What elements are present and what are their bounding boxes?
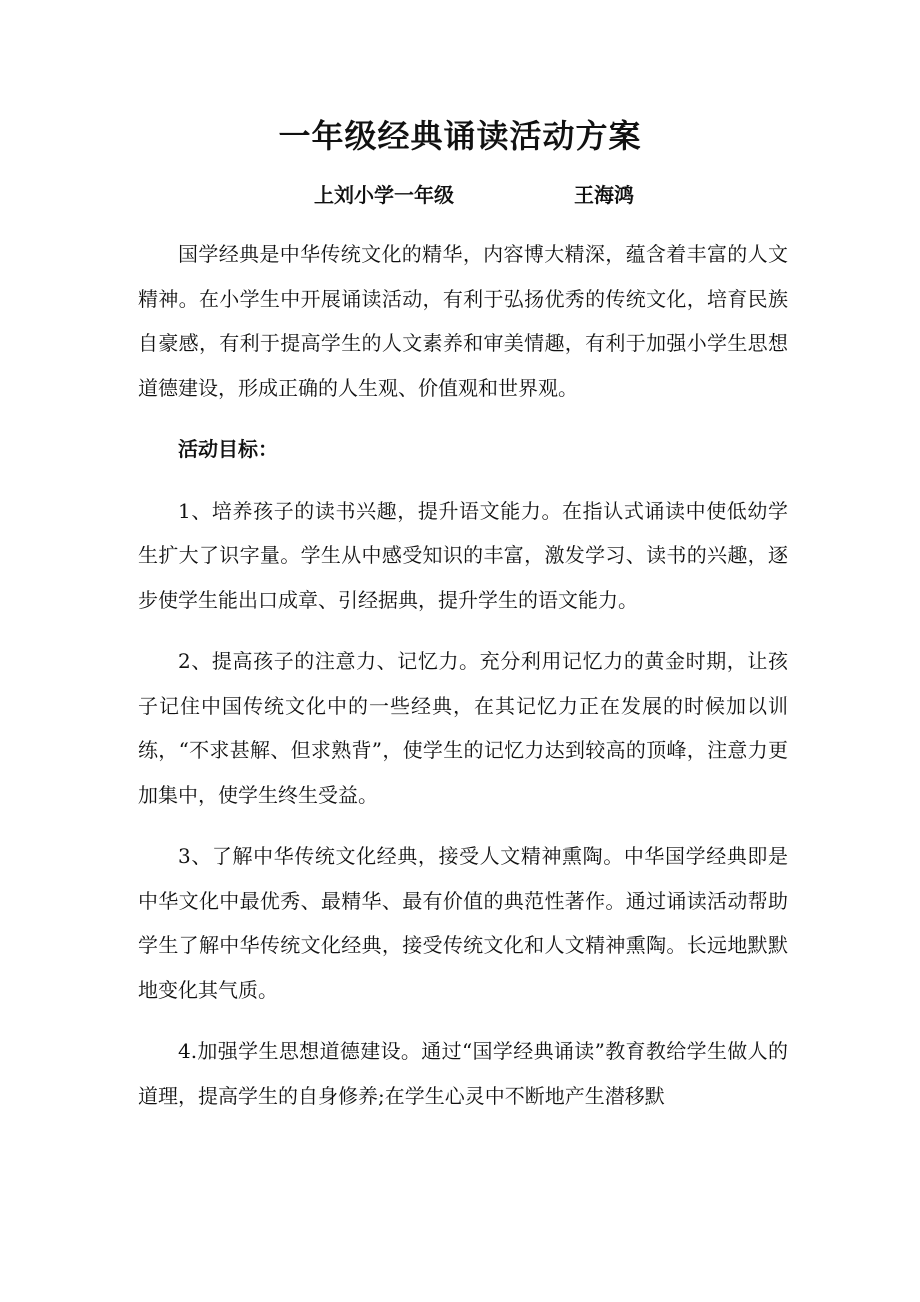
goal-item-1: 1、培养孩子的读书兴趣，提升语文能力。在指认式诵读中使低幼学生扩大了识字量。学生从中感受知识的丰富，激发学习、读书的兴趣，逐步使学生能出口成章、引经据典，提升学生的语文能力。 [138,498,788,612]
school-name: 上刘小学一年级 [314,183,454,207]
document-body [138,232,788,1135]
author-name: 王海鸿 [574,183,634,207]
goals-heading: 活动目标： [178,437,278,461]
goal-item-4: 4.加强学生思想道德建设。通过“国学经典诵读”教育教给学生做人的道理，提高学生的自身修养;在学生心灵中不断地产生潜移默 [138,1039,788,1108]
goal-item-3: 3、了解中华传统文化经典，接受人文精神熏陶。中华国学经典即是中华文化中最优秀、最精华、最有价值的典范性著作。通过诵读活动帮助学生了解中华传统文化经典，接受传统文化和人文精神熏陶。长远地默默地变化其气质。 [138,844,788,1002]
goal-item-2: 2、提高孩子的注意力、记忆力。充分利用记忆力的黄金时期，让孩子记住中国传统文化中的一些经典，在其记忆力正在发展的时候加以训练，“不求甚解、但求熟背”，使学生的记忆力达到较高的顶峰，注意力更加集中，使学生终生受益。 [138,649,788,807]
document-title: 一年级经典诵读活动方案 [278,117,642,155]
byline [0,178,920,212]
intro-paragraph: 国学经典是中华传统文化的精华，内容博大精深，蕴含着丰富的人文精神。在小学生中开展诵读活动，有利于弘扬优秀的传统文化，培育民族自豪感，有利于提高学生的人文素养和审美情趣，有利于加强小学生思想道德建设，形成正确的人生观、价值观和世界观。 [138,242,788,400]
